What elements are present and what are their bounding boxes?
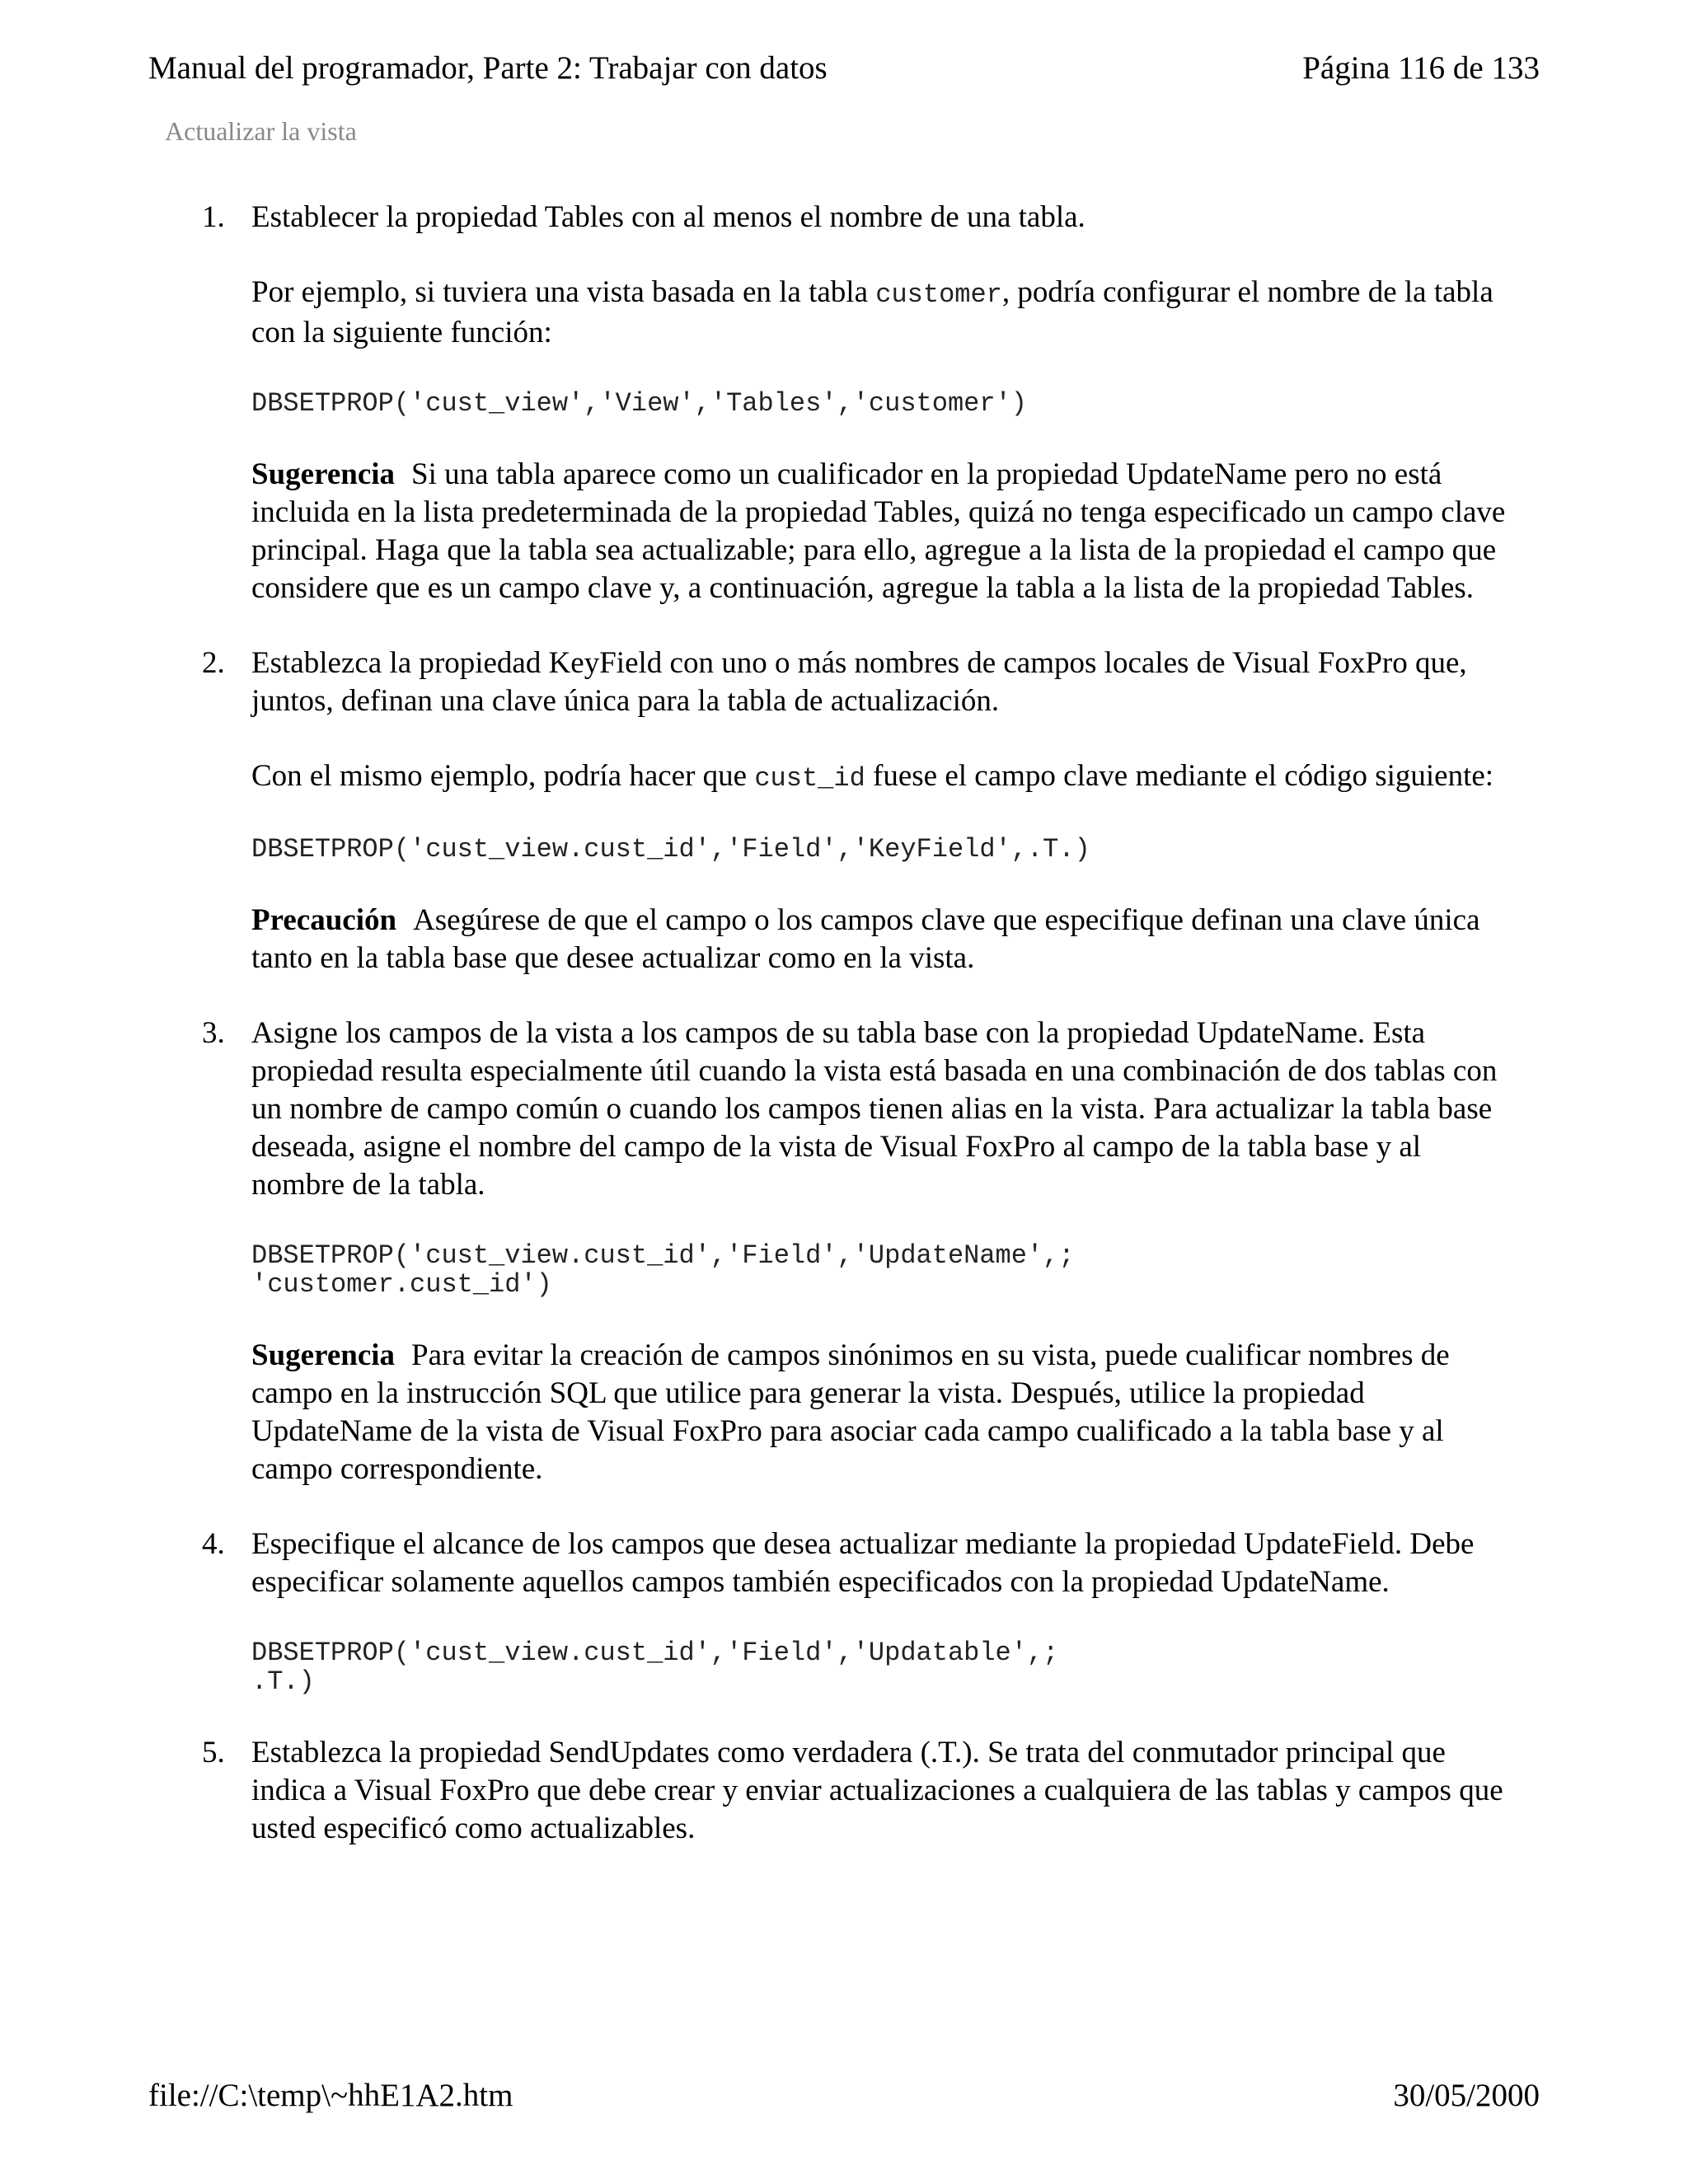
step-1 — [202, 199, 1521, 607]
step-text: Asigne los campos de la vista a los campos de su tabla base con la propiedad UpdateName. Esta propiedad resulta especialmente útil cuando la vista está basada en una combinación de dos tablas con un nombre de campo común o cuando los campos tienen alias en la vista. Para actualizar la tabla base deseada, asigne el nombre del campo de la vista de Visual FoxPro al campo de la tabla base y al nombre de la tabla. — [251, 1016, 1498, 1202]
code-block: DBSETPROP('cust_view.cust_id','Field','UpdateName',; 'customer.cust_id') — [251, 1240, 1075, 1300]
step-text: Establecer la propiedad Tables con al menos el nombre de una tabla. — [251, 200, 1085, 234]
step-text: Especifique el alcance de los campos que desea actualizar mediante la propiedad UpdateField. Debe especificar solamente aquellos campos también especificados con la propiedad UpdateName. — [251, 1527, 1475, 1599]
document-title: Manual del programador, Parte 2: Trabajar con datos — [148, 50, 828, 86]
note-text: Para evitar la creación de campos sinónimos en su vista, puede cualificar nombres de campo en la instrucción SQL que utilice para generar la vista. Después, utilice la propiedad UpdateName de la vista de Visual FoxPro para asociar cada campo cualificado a la tabla base y al campo correspondiente. — [251, 1338, 1450, 1486]
cut-off-heading: Actualizar la vista — [165, 116, 357, 146]
step-number: 4. — [202, 1527, 225, 1561]
step-number: 3. — [202, 1016, 225, 1050]
note — [251, 902, 1521, 977]
note-label: Precaución — [251, 903, 397, 937]
inline-code: cust_id — [754, 763, 865, 794]
code-block: DBSETPROP('cust_view.cust_id','Field','Updatable',; .T.) — [251, 1638, 1059, 1697]
page-number: Página 116 de 133 — [1302, 50, 1540, 86]
file-path: file://C:\temp\~hhE1A2.htm — [148, 2078, 513, 2113]
note-label: Sugerencia — [251, 457, 396, 491]
step-number: 1. — [202, 200, 225, 234]
note-text: Si una tabla aparece como un cualificador en la propiedad UpdateName pero no está incluida en la lista predeterminada de la propiedad Tables, quizá no tenga especificado un campo clave principal. Haga que la tabla sea actualizable; para ello, agregue a la lista de la propiedad el campo que considere que es un campo clave y, a continuación, agregue la tabla a la lista de la propiedad Tables. — [251, 457, 1506, 605]
step-number: 2. — [202, 646, 225, 680]
code-block: DBSETPROP('cust_view','View','Tables','customer') — [251, 388, 1027, 419]
code-block: DBSETPROP('cust_view.cust_id','Field','KeyField',.T.) — [251, 834, 1090, 865]
note-label: Sugerencia — [251, 1338, 396, 1372]
note-text: Asegúrese de que el campo o los campos clave que especifique definan una clave única tanto en la tabla base que desee actualizar como en la vista. — [251, 903, 1480, 975]
step-4 — [202, 1526, 1521, 1696]
note — [251, 456, 1521, 607]
step-2 — [202, 644, 1521, 977]
step-text: Establezca la propiedad KeyField con uno o más nombres de campos locales de Visual FoxPro que, juntos, definan una clave única para la tabla de actualización. — [251, 646, 1467, 718]
document-body — [202, 199, 1521, 1885]
step-5 — [202, 1734, 1521, 1848]
step-text: Establezca la propiedad SendUpdates como verdadera (.T.). Se trata del conmutador principal que indica a Visual FoxPro que debe crear y enviar actualizaciones a cualquiera de las tablas y campos que usted especificó como actualizables. — [251, 1736, 1503, 1845]
note — [251, 1337, 1521, 1488]
step-example: Por ejemplo, si tuviera una vista basada en la tabla customer, podría configurar el nombre de la tabla con la siguiente función: — [251, 275, 1493, 349]
step-3 — [202, 1015, 1521, 1488]
inline-code: customer — [875, 279, 1002, 310]
print-date: 30/05/2000 — [1393, 2078, 1540, 2113]
step-example: Con el mismo ejemplo, podría hacer que cust_id fuese el campo clave mediante el código siguiente: — [251, 759, 1494, 794]
step-number: 5. — [202, 1736, 225, 1769]
